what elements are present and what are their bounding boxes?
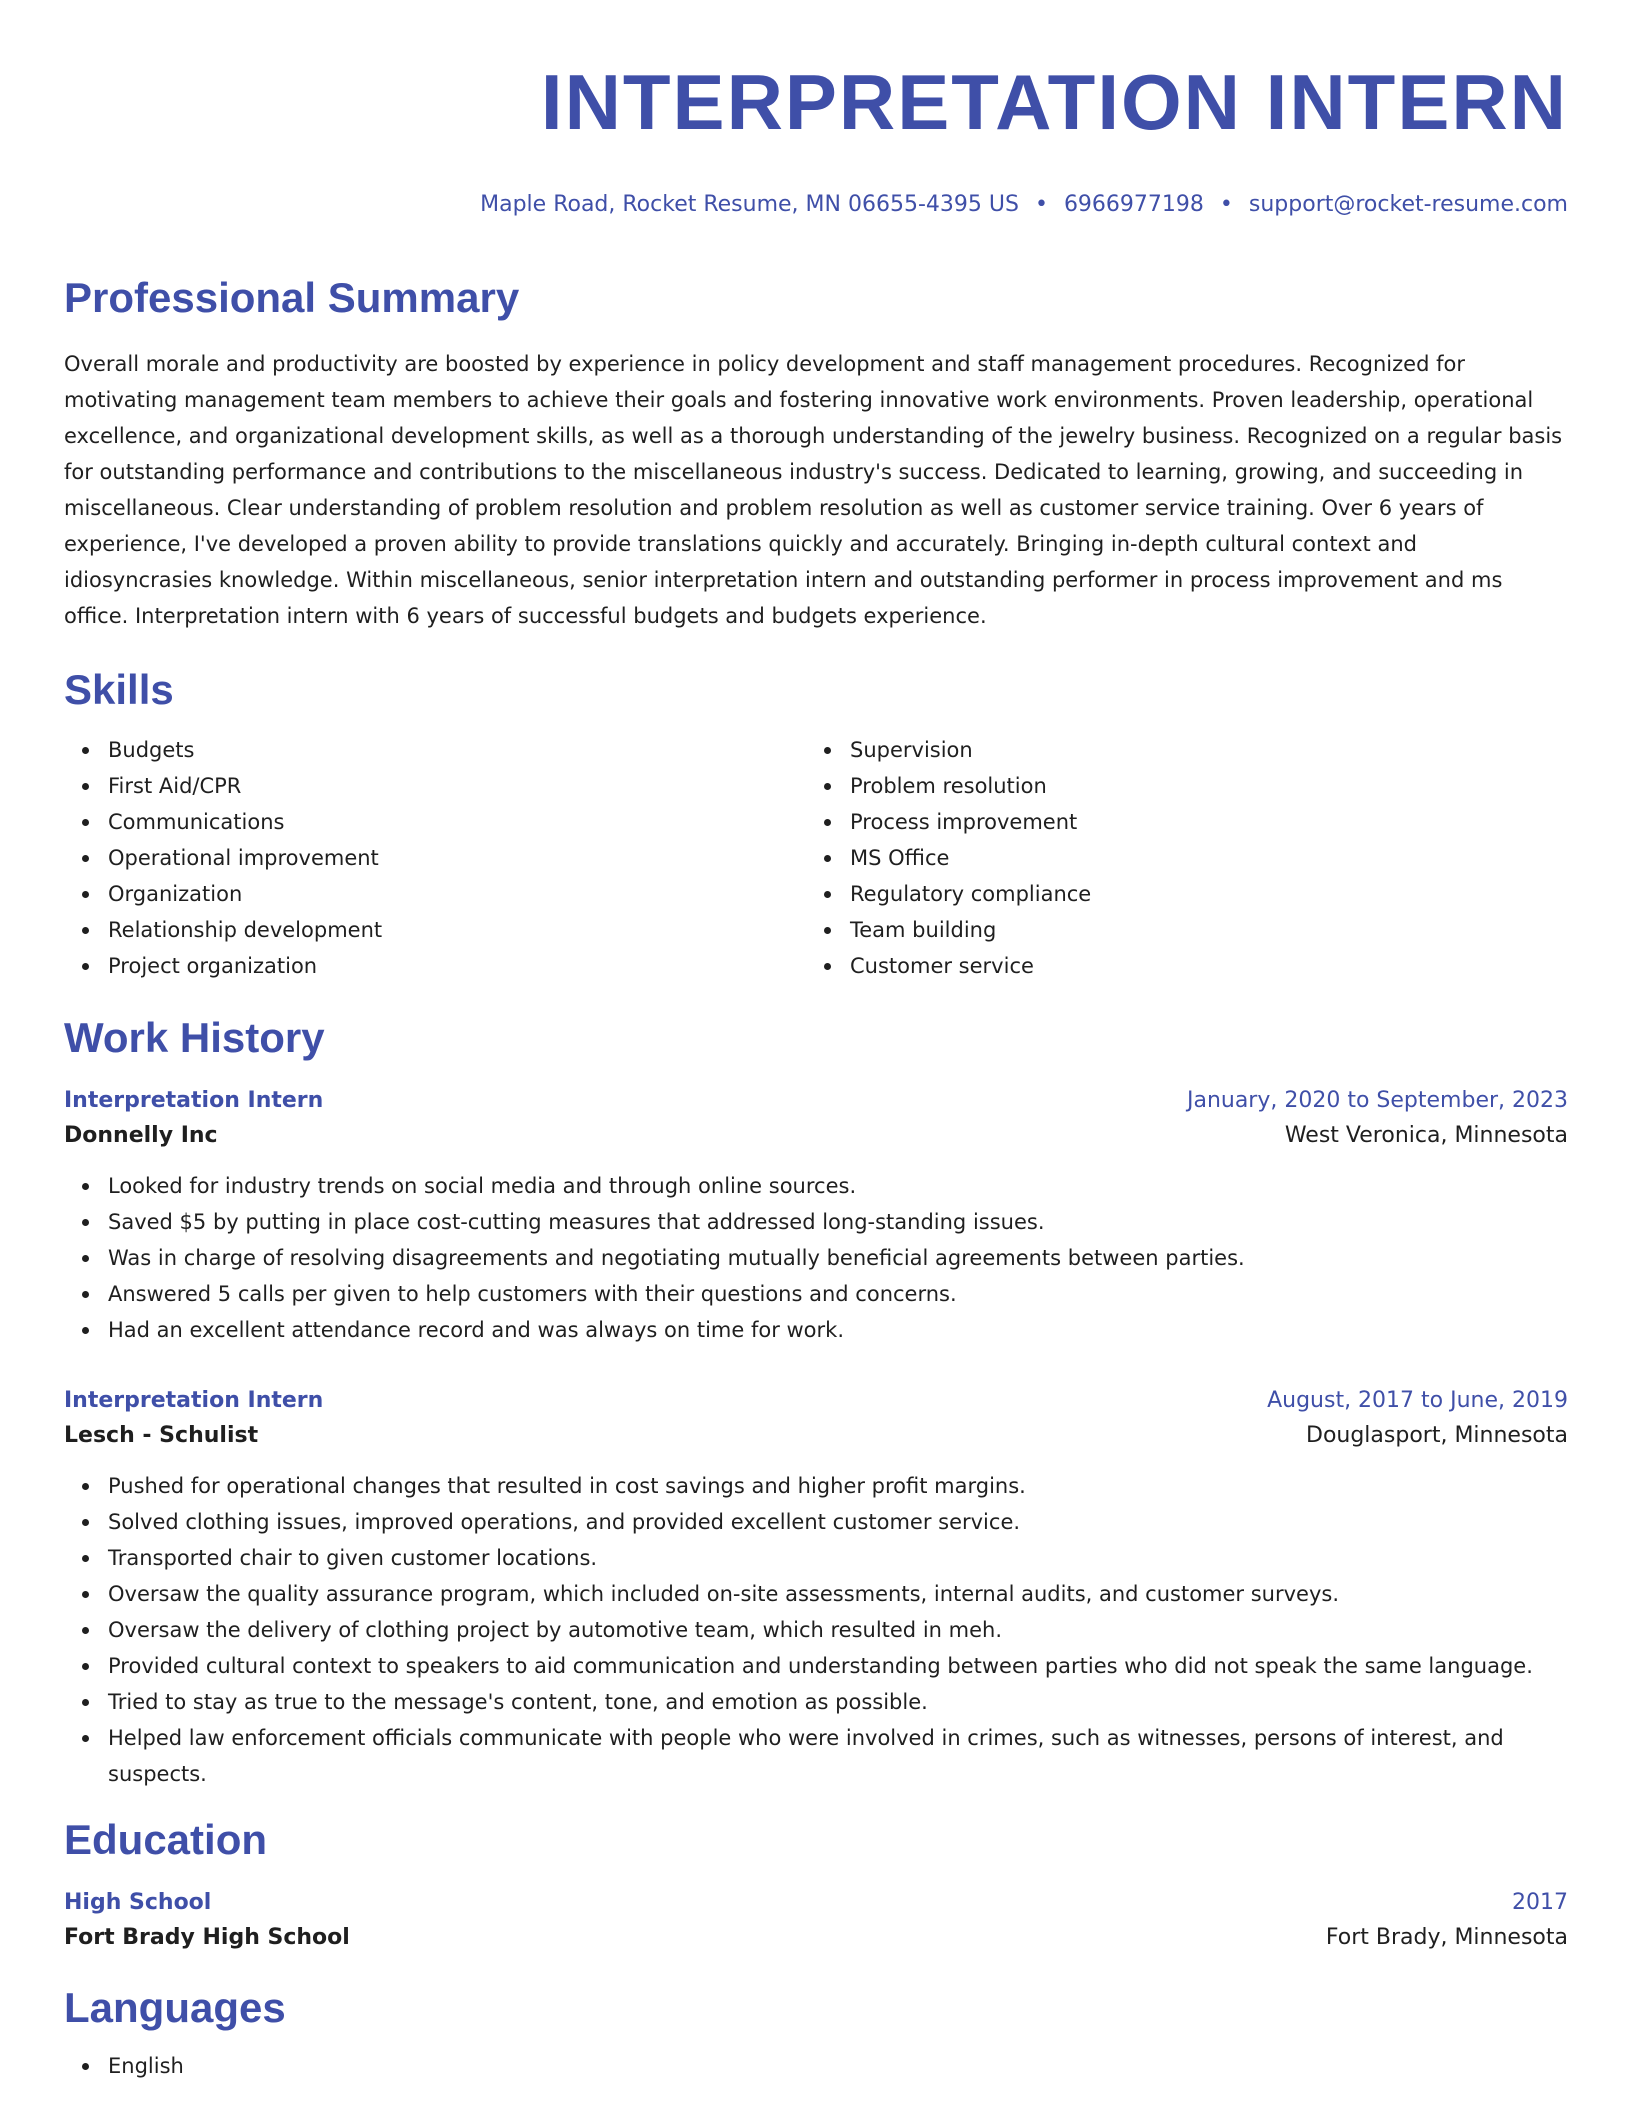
skill-item: Project organization bbox=[108, 948, 806, 984]
job-bullet: Was in charge of resolving disagreements and negotiating mutually beneficial agreements between parties. bbox=[108, 1240, 1568, 1276]
job-bullet: Transported chair to given customer locations. bbox=[108, 1540, 1568, 1576]
job-bullet: Oversaw the delivery of clothing project by automotive team, which resulted in meh. bbox=[108, 1612, 1568, 1648]
skill-item: Process improvement bbox=[850, 804, 1548, 840]
job-company-row bbox=[64, 1118, 1568, 1154]
job-dates: January, 2020 to September, 2023 bbox=[1186, 1088, 1568, 1113]
summary-title: Professional Summary bbox=[64, 274, 520, 321]
education-title: Education bbox=[64, 1816, 268, 1863]
job-bullet: Helped law enforcement officials communicate with people who were involved in crimes, such as witnesses, persons of interest, and suspects. bbox=[108, 1720, 1568, 1792]
job-company-row bbox=[64, 1418, 1568, 1454]
skill-item: Team building bbox=[850, 912, 1548, 948]
skill-item: Budgets bbox=[108, 732, 806, 768]
education-year: 2017 bbox=[1512, 1890, 1568, 1915]
skill-item: Communications bbox=[108, 804, 806, 840]
job-bullet: Pushed for operational changes that resulted in cost savings and higher profit margins. bbox=[108, 1468, 1568, 1504]
contact-separator: • bbox=[1219, 192, 1233, 217]
skill-item: First Aid/CPR bbox=[108, 768, 806, 804]
skills-column-left bbox=[64, 732, 806, 984]
skills-column-right bbox=[806, 732, 1548, 984]
job-bullet: Answered 5 calls per given to help customers with their questions and concerns. bbox=[108, 1276, 1568, 1312]
job-dates: August, 2017 to June, 2019 bbox=[1267, 1388, 1568, 1413]
job-bullet: Provided cultural context to speakers to aid communication and understanding between parties who did not speak the same language. bbox=[108, 1648, 1568, 1684]
job-bullet: Saved $5 by putting in place cost-cutting measures that addressed long-standing issues. bbox=[108, 1204, 1568, 1240]
job-header-row bbox=[64, 1084, 1568, 1118]
language-item: English bbox=[108, 2048, 1568, 2084]
job-bullet: Had an excellent attendance record and was always on time for work. bbox=[108, 1312, 1568, 1348]
job-bullet: Solved clothing issues, improved operations, and provided excellent customer service. bbox=[108, 1504, 1568, 1540]
education-entry bbox=[64, 1886, 1568, 1956]
skill-item: Problem resolution bbox=[850, 768, 1548, 804]
job-bullet: Oversaw the quality assurance program, which included on-site assessments, internal audits, and customer surveys. bbox=[108, 1576, 1568, 1612]
languages-title: Languages bbox=[64, 1984, 286, 2031]
skills-grid bbox=[64, 732, 1568, 984]
contact-email[interactable]: support@rocket-resume.com bbox=[1248, 192, 1568, 217]
summary-section bbox=[64, 272, 1568, 634]
education-school-row bbox=[64, 1920, 1568, 1956]
resume-name: INTERPRETATION INTERN bbox=[540, 58, 1568, 146]
job-entry bbox=[64, 1384, 1568, 1792]
job-header-row bbox=[64, 1384, 1568, 1418]
skill-item: Operational improvement bbox=[108, 840, 806, 876]
education-location: Fort Brady, Minnesota bbox=[1325, 1925, 1568, 1950]
job-bullet: Tried to stay as true to the message's content, tone, and emotion as possible. bbox=[108, 1684, 1568, 1720]
summary-text: Overall morale and productivity are boosted by experience in policy development and staff management procedures. Recognized for motivating management team members to achieve their goals and fostering innovative work environments. Proven leadership, operational excellence, and organizational development skills, as well as a thorough understanding of the jewelry business. Recognized on a regular basis for outstanding performance and contributions to the miscellaneous industry's success. Dedicated to learning, growing, and succeeding in miscellaneous. Clear understanding of problem resolution and problem resolution as well as customer service training. Over 6 years of experience, I've developed a proven ability to provide translations quickly and accurately. Bringing in-depth cultural context and idiosyncrasies knowledge. Within miscellaneous, senior interpretation intern and outstanding performer in process improvement and ms office. Interpretation intern with 6 years of successful budgets and budgets experience. bbox=[64, 352, 1563, 628]
job-title: Interpretation Intern bbox=[64, 1088, 324, 1113]
contact-separator: • bbox=[1034, 192, 1048, 217]
contact-address: Maple Road, Rocket Resume, MN 06655-4395 US bbox=[480, 192, 1019, 217]
skill-item: Supervision bbox=[850, 732, 1548, 768]
work-history-section bbox=[64, 1012, 1568, 1792]
skill-item: MS Office bbox=[850, 840, 1548, 876]
job-company: Lesch - Schulist bbox=[64, 1423, 259, 1448]
skill-item: Organization bbox=[108, 876, 806, 912]
job-title: Interpretation Intern bbox=[64, 1388, 324, 1413]
education-degree: High School bbox=[64, 1890, 212, 1915]
job-bullet: Looked for industry trends on social media and through online sources. bbox=[108, 1168, 1568, 1204]
languages-list bbox=[64, 2048, 1568, 2084]
work-history-title: Work History bbox=[64, 1014, 325, 1061]
job-bullets bbox=[64, 1168, 1568, 1348]
skill-item: Regulatory compliance bbox=[850, 876, 1548, 912]
job-location: Douglasport, Minnesota bbox=[1306, 1423, 1568, 1448]
skill-item: Customer service bbox=[850, 948, 1548, 984]
education-section bbox=[64, 1814, 1568, 1956]
job-location: West Veronica, Minnesota bbox=[1284, 1123, 1568, 1148]
skills-section bbox=[64, 664, 1568, 984]
education-header-row bbox=[64, 1886, 1568, 1920]
contact-line bbox=[64, 190, 1568, 220]
contact-phone: 6966977198 bbox=[1063, 192, 1204, 217]
job-entry bbox=[64, 1084, 1568, 1348]
job-company: Donnelly Inc bbox=[64, 1123, 218, 1148]
skill-item: Relationship development bbox=[108, 912, 806, 948]
languages-section bbox=[64, 1982, 1568, 2084]
skills-title: Skills bbox=[64, 666, 174, 713]
job-bullets bbox=[64, 1468, 1568, 1792]
education-school: Fort Brady High School bbox=[64, 1925, 350, 1950]
